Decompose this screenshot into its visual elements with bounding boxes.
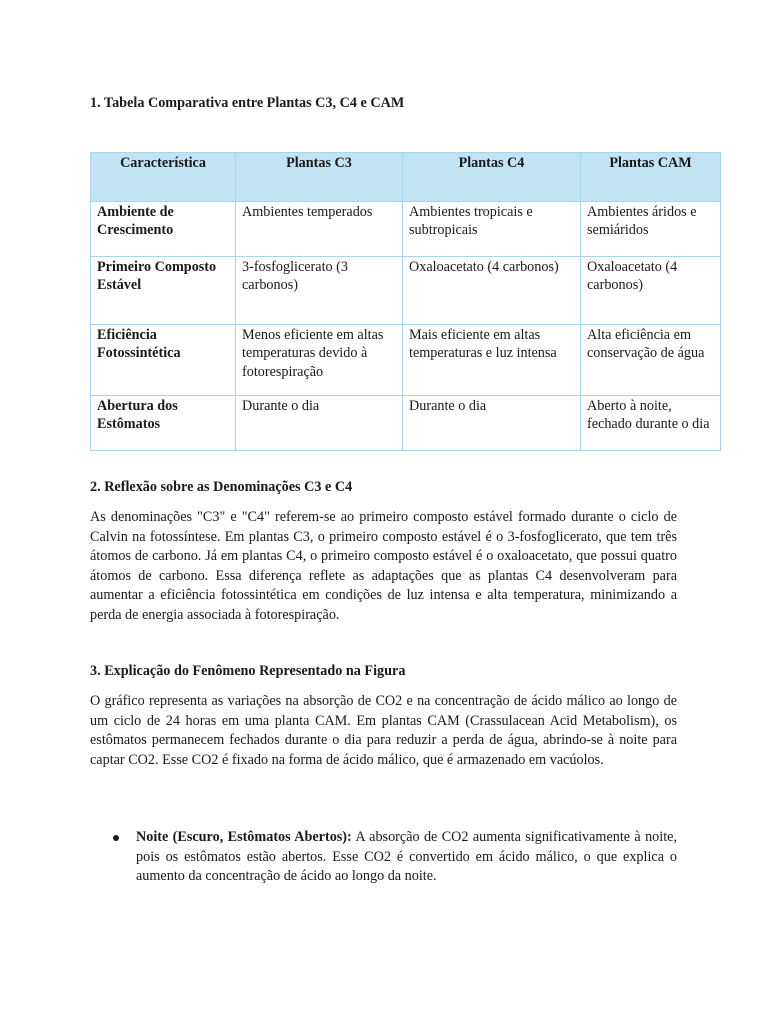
table-cell: Ambientes áridos e semiáridos (581, 202, 721, 257)
table-cell: Aberto à noite, fechado durante o dia (581, 396, 721, 451)
comparison-table (90, 152, 721, 451)
table-header-cell: Plantas C3 (236, 153, 403, 202)
table-row-header: Ambiente de Crescimento (91, 202, 236, 257)
table-header-cell: Característica (91, 153, 236, 202)
table-cell: Durante o dia (403, 396, 581, 451)
list-item (90, 828, 677, 887)
table-cell: Mais eficiente em altas temperaturas e luz intensa (403, 325, 581, 396)
table-cell: Oxaloacetato (4 carbonos) (581, 257, 721, 325)
bullet-label: Noite (Escuro, Estômatos Abertos): (136, 829, 352, 845)
section-2-title: 2. Reflexão sobre as Denominações C3 e C4 (90, 479, 353, 495)
section-1-title: 1. Tabela Comparativa entre Plantas C3, C4 e CAM (90, 95, 405, 111)
table-header-row (91, 153, 721, 202)
table-cell: Ambientes tropicais e subtropicais (403, 202, 581, 257)
table-cell: 3-fosfoglicerato (3 carbonos) (236, 257, 403, 325)
table-row-header: Eficiência Fotossintética (91, 325, 236, 396)
table-header-cell: Plantas CAM (581, 153, 721, 202)
table-row (91, 325, 721, 396)
bullet-text: A absorção de CO2 aumenta significativamente à noite, pois os estômatos estão abertos. Esse CO2 é convertido em ácido málico, o que explica o aumento da concentração de ácido ao longo da noite. (136, 829, 678, 885)
section-2-paragraph: As denominações "C3" e "C4" referem-se ao primeiro composto estável formado durante o ciclo de Calvin na fotossíntese. Em plantas C3, o primeiro composto estável é o 3-fosfoglicerato, que tem três átomos de carbono. Já em plantas C4, o primeiro composto estável é o oxaloacetato, que possui quatro átomos de carbono. Essa diferença reflete as adaptações que as plantas C4 desenvolveram para aumentar a eficiência fotossintética em condições de luz intensa e alta temperatura, minimizando a perda de energia associada à fotorespiração. (90, 509, 677, 623)
table-cell: Durante o dia (236, 396, 403, 451)
table-cell: Alta eficiência em conservação de água (581, 325, 721, 396)
table-row-header: Primeiro Composto Estável (91, 257, 236, 325)
section-3-title: 3. Explicação do Fenômeno Representado na Figura (90, 663, 406, 679)
table-cell: Oxaloacetato (4 carbonos) (403, 257, 581, 325)
table-row-header: Abertura dos Estômatos (91, 396, 236, 451)
table-row (91, 202, 721, 257)
table-row (91, 257, 721, 325)
table-row (91, 396, 721, 451)
bullet-icon (113, 835, 119, 841)
table-cell: Ambientes temperados (236, 202, 403, 257)
table-cell: Menos eficiente em altas temperaturas devido à fotorespiração (236, 325, 403, 396)
bullet-list (90, 828, 677, 887)
section-3-paragraph: O gráfico representa as variações na absorção de CO2 e na concentração de ácido málico ao longo de um ciclo de 24 horas em uma planta CAM. Em plantas CAM (Crassulacean Acid Metabolism), os estômatos permanecem fechados durante o dia para reduzir a perda de água, abrindo-se à noite para captar CO2. Esse CO2 é fixado na forma de ácido málico, que é armazenado em vacúolos. (90, 693, 677, 768)
table-header-cell: Plantas C4 (403, 153, 581, 202)
